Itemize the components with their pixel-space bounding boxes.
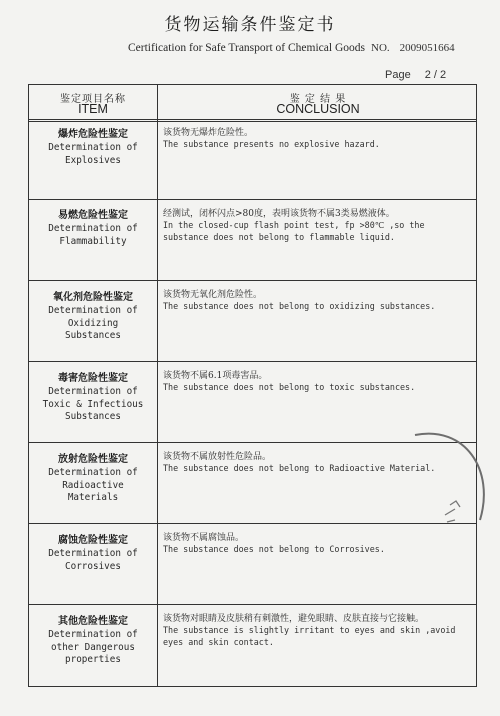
table-row-item xyxy=(29,291,157,343)
table-row-conclusion xyxy=(163,127,471,151)
item-name-cn: 易燃危险性鉴定 xyxy=(58,210,128,221)
page-value: 2 / 2 xyxy=(424,69,447,81)
conclusion-en: The substance presents no explosive hazard. xyxy=(163,139,380,149)
column-header-item-cn: 鉴定项目名称 xyxy=(60,94,126,105)
table-row-conclusion xyxy=(163,289,471,313)
conclusion-en: The substance does not belong to Radioactive Material. xyxy=(163,463,436,473)
document-title-en: Certification for Safe Transport of Chemical Goods xyxy=(128,42,365,54)
page-label: Page xyxy=(385,69,411,81)
table-row-item xyxy=(29,209,157,248)
item-name-cn: 放射危险性鉴定 xyxy=(58,454,128,465)
table-row-conclusion xyxy=(163,613,471,648)
item-name-cn: 爆炸危险性鉴定 xyxy=(58,129,128,140)
row-divider xyxy=(29,442,476,443)
row-divider xyxy=(29,361,476,362)
table-row-item xyxy=(29,615,157,667)
conclusion-en: The substance does not belong to toxic substances. xyxy=(163,382,416,392)
item-name-en: Determination of Flammability xyxy=(48,223,138,247)
certificate-number xyxy=(371,42,455,54)
certificate-number-value: 2009051664 xyxy=(399,42,455,54)
certificate-number-label: NO. xyxy=(371,42,390,54)
row-divider xyxy=(29,199,476,200)
row-divider xyxy=(29,523,476,524)
conclusion-cn: 该货物无爆炸危险性。 xyxy=(163,128,254,138)
header-divider xyxy=(29,119,476,122)
table-row-item xyxy=(29,534,157,573)
table-row-conclusion xyxy=(163,451,471,475)
column-header-conclusion-en: CONCLUSION xyxy=(276,102,360,116)
table-row-item xyxy=(29,453,157,505)
conclusion-cn: 该货物不属腐蚀品。 xyxy=(163,533,245,543)
item-name-en: Determination of Oxidizing Substances xyxy=(48,305,138,341)
conclusion-cn: 该货物对眼睛及皮肤稍有刺激性，避免眼睛、皮肤直接与它接触。 xyxy=(163,614,425,624)
document-title-cn: 货物运输条件鉴定书 xyxy=(164,15,336,35)
item-name-en: Determination of Corrosives xyxy=(48,548,138,572)
conclusion-cn: 该货物无氧化剂危险性。 xyxy=(163,290,263,300)
item-name-cn: 腐蚀危险性鉴定 xyxy=(58,535,128,546)
determination-table xyxy=(28,84,477,687)
column-header-conclusion-cn: 鉴 定 结 果 xyxy=(289,94,347,105)
column-divider xyxy=(157,85,158,686)
table-row-conclusion xyxy=(163,208,471,243)
conclusion-en: In the closed-cup flash point test, fp >80℃ ,so the substance does not belong to flammable liquid. xyxy=(163,220,425,242)
conclusion-en: The substance does not belong to oxidizing substances. xyxy=(163,301,436,311)
conclusion-en: The substance is slightly irritant to eyes and skin ,avoid eyes and skin contact. xyxy=(163,625,456,647)
row-divider xyxy=(29,604,476,605)
item-name-en: Determination of Toxic & Infectious Substances xyxy=(42,386,144,422)
table-row-conclusion xyxy=(163,370,471,394)
item-name-en: Determination of other Dangerous properties xyxy=(48,629,138,665)
conclusion-cn: 该货物不属6.1项毒害品。 xyxy=(163,371,268,381)
column-header-item-en: ITEM xyxy=(78,102,108,116)
conclusion-cn: 该货物不属放射性危险品。 xyxy=(163,452,272,462)
table-row-conclusion xyxy=(163,532,471,556)
conclusion-en: The substance does not belong to Corrosives. xyxy=(163,544,385,554)
conclusion-cn: 经测试，闭杯闪点>80度，表明该货物不属3类易燃液体。 xyxy=(163,209,395,219)
row-divider xyxy=(29,280,476,281)
item-name-cn: 毒害危险性鉴定 xyxy=(58,373,128,384)
table-row-item xyxy=(29,372,157,424)
page-indicator xyxy=(385,69,446,81)
item-name-cn: 其他危险性鉴定 xyxy=(58,616,128,627)
item-name-en: Determination of Explosives xyxy=(48,142,138,166)
item-name-en: Determination of Radioactive Materials xyxy=(48,467,138,503)
table-row-item xyxy=(29,128,157,167)
item-name-cn: 氧化剂危险性鉴定 xyxy=(53,292,133,303)
